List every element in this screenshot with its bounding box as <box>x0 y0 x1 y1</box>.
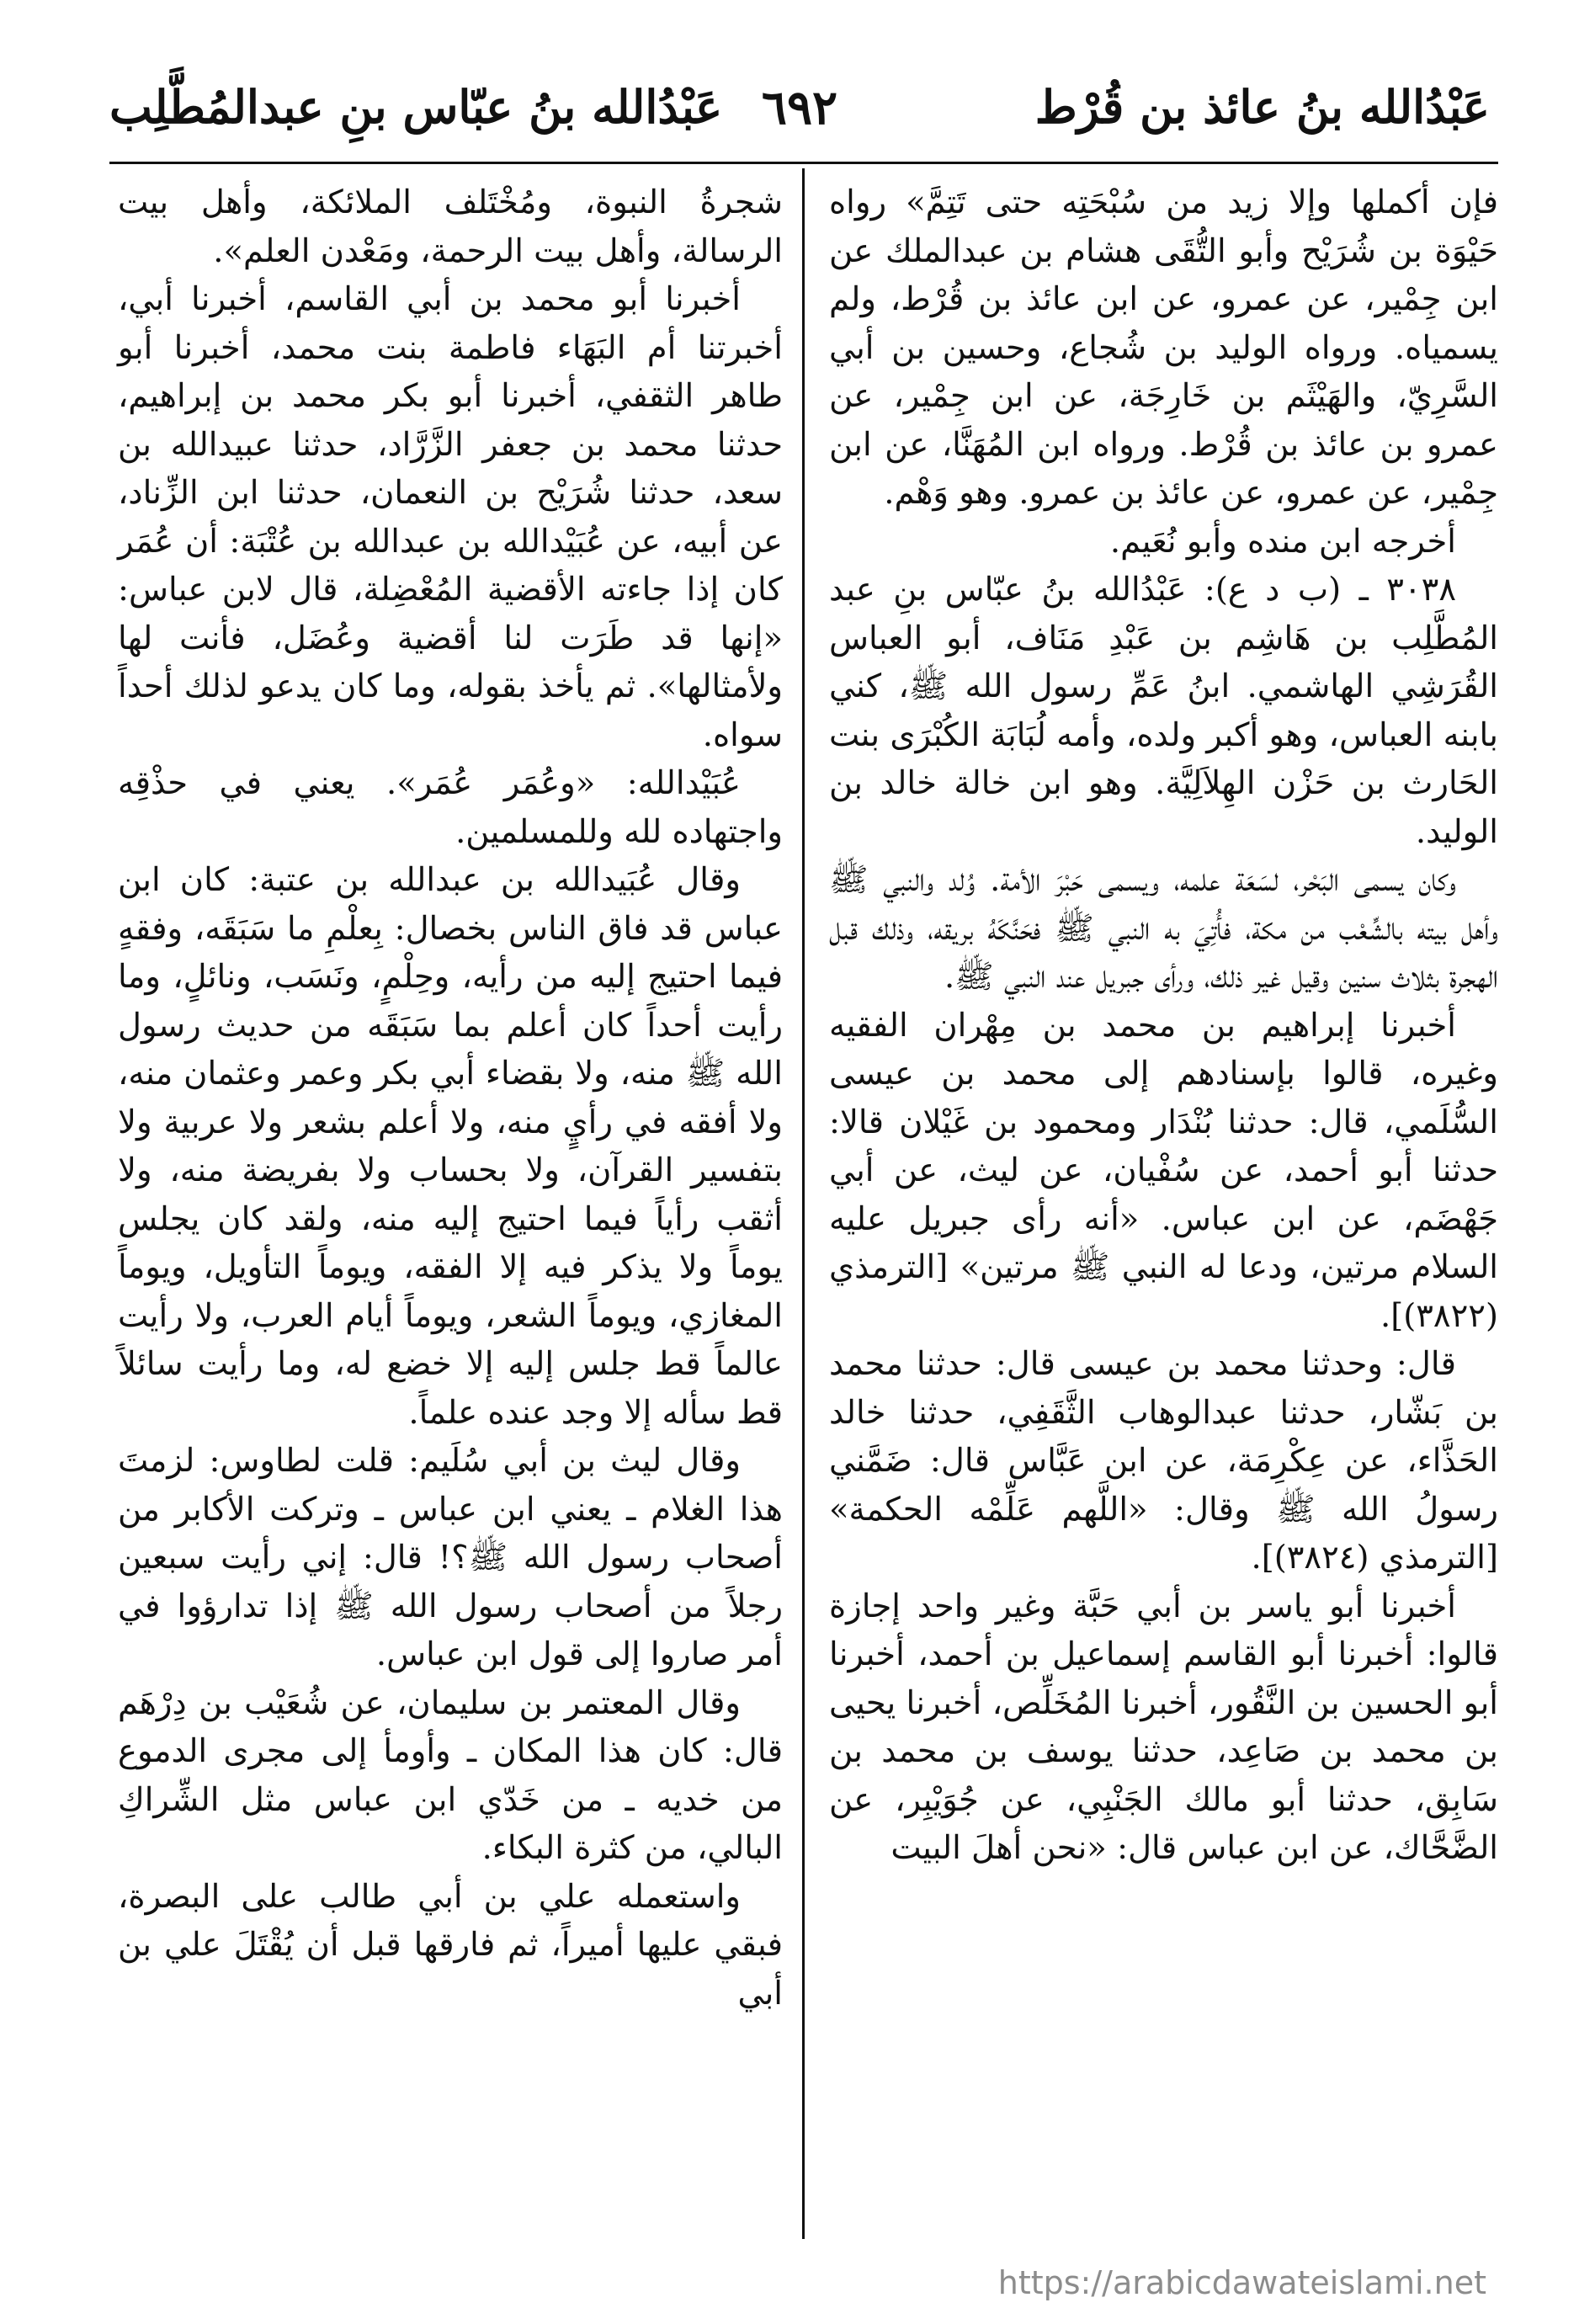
running-title-right: عَبْدُالله بنُ عائذ بن قُرْط <box>1034 80 1490 134</box>
left-column <box>118 178 783 2018</box>
paragraph: وقال المعتمر بن سليمان، عن شُعَيْب بن دِرْهَم قال: كان هذا المكان ـ وأومأ إلى مجرى الدموع من خديه ـ من خَدّي ابن عباس مثل الشِّراكِ البالي، من كثرة البكاء. <box>118 1683 783 1867</box>
paragraph: واستعمله علي بن أبي طالب على البصرة، فبقي عليها أميراً، ثم فارقها قبل أن يُقْتَلَ علي بن أبي <box>118 1877 783 2013</box>
paragraph: أخرجه ابن منده وأبو نُعَيم. <box>1109 522 1456 561</box>
paragraph: أخبرنا أبو ياسر بن أبي حَبَّة وغير واحد إجازة قالوا: أخبرنا أبو القاسم إسماعيل بن أحمد، أخبرنا أبو الحسين بن النَّقُور، أخبرنا المُخَلِّص، أخبرنا يحيى بن محمد بن صَاعِد، حدثنا يوسف بن محمد بن سَابِق، حدثنا أبو مالك الجَنْبِي، عن جُوَيْبِر، عن الضَّحَّاك، عن ابن عباس قال: «نحن أهلَ البيت <box>829 1587 1498 1867</box>
paragraph: وكان يسمى البَحْر، لسَعَة علمه، ويسمى حَبْرَ الأمة. وُلد والنبي ﷺ وأهل بيته بالشِّعْب من مكة، فأُتِيَ به النبي ﷺ فحَنَّكَهُ بريقه، وذلك قبل الهجرة بثلاث سنين وقيل غير ذلك، ورأى جبريل عند النبي ﷺ. <box>829 861 1498 996</box>
paragraph: أخبرنا إبراهيم بن محمد بن مِهْران الفقيه وغيره، قالوا بإسنادهم إلى محمد بن عيسى السُّلَمي، قال: حدثنا بُنْدَار ومحمود بن غَيْلان قالا: حدثنا أبو أحمد، عن سُفْيان، عن ليث، عن أبي جَهْضَم، عن ابن عباس. «أنه رأى جبريل عليه السلام مرتين، ودعا له النبي ﷺ مرتين» [الترمذي (٣٨٢٢)]. <box>829 1006 1498 1335</box>
paragraph: فإن أكملها وإلا زيد من سُبْحَتِه حتى تَتِمَّ» رواه حَيْوَة بن شُرَيْح وأبو التُّقَى هشام بن عبدالملك عن ابن جِمْير، عن عمرو، عن ابن عائذ بن قُرْط، ولم يسمياه. ورواه الوليد بن شُجاع، وحسين بن أبي السَّرِيّ، والهَيْثَم بن خَارِجَة، عن ابن جِمْير، عن عمرو بن عائذ بن قُرْط. ورواه ابن المُهَنَّا، عن ابن جِمْير، عن عمرو، عن عائذ بن عمرو. وهو وَهْم. <box>829 183 1498 512</box>
page-header <box>109 80 1490 156</box>
paragraph: وقال ليث بن أبي سُلَيم: قلت لطاوس: لزمتَ هذا الغلام ـ يعني ابن عباس ـ وتركت الأكابر من أصحاب رسول الله ﷺ؟! قال: إني رأيت سبعين رجلاً من أصحاب رسول الله ﷺ إذا تدارؤوا في أمر صاروا إلى قول ابن عباس. <box>118 1442 783 1673</box>
paragraph: قال: وحدثنا محمد بن عيسى قال: حدثنا محمد بن بَشّار، حدثنا عبدالوهاب الثَّقَفِي، حدثنا خالد الحَذَّاء، عن عِكْرِمَة، عن ابن عَبَّاس قال: ضَمَّني رسولُ الله ﷺ وقال: «اللَّهم عَلِّمْه الحكمة» [الترمذي (٣٨٢٤)]. <box>829 1345 1498 1577</box>
paragraph: أخبرنا أبو محمد بن أبي القاسم، أخبرنا أبي، أخبرتنا أم البَهَاء فاطمة بنت محمد، أخبرنا أبو طاهر الثقفي، أخبرنا أبو بكر محمد بن إبراهيم، حدثنا محمد بن جعفر الزَّرَّاد، حدثنا عبيدالله بن سعد، حدثنا شُرَيْح بن النعمان، حدثنا ابن الزِّناد، عن أبيه، عن عُبَيْدالله بن عبدالله بن عُتْبَة: أن عُمَر كان إذا جاءته الأقضية المُعْضِلة، قال لابن عباس: «إنها قد طَرَت لنا أقضية وعُضَل، فأنت لها ولأمثالها». ثم يأخذ بقوله، وما كان يدعو لذلك أحداً سواه. <box>118 280 783 754</box>
right-column <box>829 178 1498 1873</box>
paragraph: شجرةُ النبوة، ومُخْتَلف الملائكة، وأهل بيت الرسالة، وأهل بيت الرحمة، ومَعْدن العلم». <box>118 183 783 270</box>
paragraph: ٣٠٣٨ ـ (ب د ع): عَبْدُالله بنُ عبّاس بنِ عبد المُطَّلِب بن هَاشِم بن عَبْدِ مَنَاف، أبو العباس القُرَشِي الهاشمي. ابنُ عَمِّ رسول الله ﷺ، كني بابنه العباس، وهو أكبر ولده، وأمه لُبَابَة الكُبْرَى بنت الحَارث بن حَزْن الهِلاَلِيَّة. وهو ابن خالة خالد بن الوليد. <box>829 571 1498 851</box>
column-divider <box>802 168 805 2239</box>
watermark-url: https://arabicdawateislami.net <box>997 2264 1486 2301</box>
running-title-left: عَبْدُالله بنُ عبّاس بنِ عبدالمُطَّلِب <box>109 80 723 134</box>
paragraph: عُبَيْدالله: «وعُمَر عُمَر». يعني في حذْقِه واجتهاده لله وللمسلمين. <box>118 764 783 851</box>
paragraph: وقال عُبَيدالله بن عبدالله بن عتبة: كان ابن عباس قد فاق الناس بخصال: بِعلْمِ ما سَبَقَه، وفقهٍ فيما احتيج إليه من رأيه، وحِلْمٍ، ونَسَب، ونائلٍ، وما رأيت أحداً كان أعلم بما سَبَقَه من حديث رسول الله ﷺ منه، ولا بقضاء أبي بكر وعمر وعثمان منه، ولا أفقه في رأيٍ منه، ولا أعلم بشعر ولا عربية ولا بتفسير القرآن، ولا بحساب ولا بفريضة منه، ولا أثقب رأياً فيما احتيج إليه منه، ولقد كان يجلس يوماً ولا يذكر فيه إلا الفقه، ويوماً التأويل، ويوماً المغازي، ويوماً الشعر، ويوماً أيام العرب، ولا رأيت عالماً قط جلس إليه إلا خضع له، وما رأيت سائلاً قط سأله إلا وجد عنده علماً. <box>118 861 783 1432</box>
header-divider <box>109 162 1498 164</box>
page-number: ٦٩٢ <box>761 80 838 136</box>
